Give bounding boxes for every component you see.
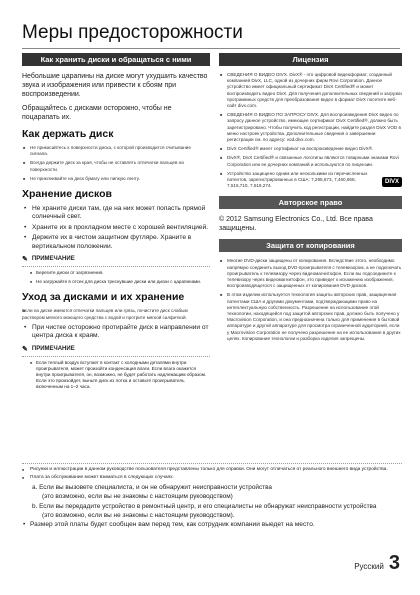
list-item: ■ Плата за обслуживание может взиматься в следующих случаях.: [22, 475, 402, 481]
footer-language: Русский: [354, 562, 384, 571]
option-item: a. Если вы вызовете специалиста, и он не обнаружит неисправности устройства: [32, 483, 272, 491]
care-heading: Уход за дисками и их хранение: [22, 291, 185, 304]
note-item: ■ Не загружайте в отсек для диска треснувшие диски или диски с царапинами.: [30, 279, 210, 285]
list-item: ■ СВЕДЕНИЯ О ВИДЕО DIVX. DivX® - это цифровой видеоформат, созданный компанией DivX, LLC, одной из дочерних фирм Rovi Corporation. Данное устройство имеет официальный сертификат DivX Certified® и может воспроизводить видео DivX. Для получения дополнительных сведений и загрузки программных средств для преобразования видео в формат DivX посетите веб-сайт divx.com.: [219, 72, 402, 109]
note-label: ПРИМЕЧАНИЕ: [31, 345, 75, 352]
hold-heading: Как держать диск: [22, 128, 114, 140]
protection-section-bar: Защита от копирования: [219, 239, 402, 252]
bottom-section: [22, 463, 402, 530]
option-item: b. Если вы передадите устройство в ремонтный центр, и его специалисты не обнаружат неисправности устройства: [32, 502, 377, 510]
divx-logo: DIVX: [382, 177, 402, 187]
note-divider: [22, 356, 210, 357]
list-item: ■ DivX Certified® имеет сертификат на воспроизведение видео DivX®.: [219, 146, 402, 152]
page-footer: [354, 552, 400, 575]
list-item: • При чистке осторожно протирайте диск в направлении от центра диска к краям.: [22, 324, 210, 341]
list-item: ■ Не приклеивайте на диск бумагу или липкую ленту.: [22, 176, 210, 182]
list-item: ■ Многие DVD-диски защищены от копирования. Вследствие этого, необходимо напрямую соединить выход DVD-проигрывателя с телевизором, а не подключать проигрыватель к телевизору через видеомагнитофон. Если вы подсоедините к телевизору через видеомагнитофон, это приведет к искажению изображения, воспроизводящегося с защищенных от копирования DVD-дисков.: [219, 258, 402, 289]
care-text: ■ Если на диске имеются отпечатки пальцев или грязь, почистите диск слабым раствором мягкого моющего средства с водой и протрите мягкой салфеткой.: [22, 308, 210, 320]
note-header: [22, 345, 210, 353]
copyright-text: © 2012 Samsung Electronics Co., Ltd. Все права защищены.: [219, 216, 373, 233]
list-item: • Не храните диски там, где на них может попасть прямой солнечный свет.: [22, 205, 210, 222]
list-item: ■ DivX®, DivX Certified® и связанные логотипы являются товарными знаками Rovi Corporation или ее дочерних компаний и используются по лицензии.: [219, 155, 402, 167]
license-section-bar: Лицензия: [219, 53, 402, 66]
option-subnote: (это возможно, если вы не знакомы с настоящим руководством): [42, 493, 233, 501]
list-item: • Храните их в прохладном месте с хорошей вентиляцией.: [22, 224, 210, 232]
storage-section-bar: Как хранить диски и обращаться с ними: [22, 53, 210, 66]
store-heading: Хранение дисков: [22, 188, 112, 201]
page-title: Меры предосторожности: [22, 22, 243, 43]
list-item: • Размер этой платы будет сообщен вам перед тем, как сотрудник компании выедет на место.: [22, 521, 402, 529]
note-item: ■ Берегите диски от загрязнения.: [30, 270, 210, 276]
pencil-icon: ✎: [22, 345, 28, 353]
list-item: ■ Рисунки и иллюстрации в данном руководстве пользователя представлены только для справки. Они могут отличаться от реального внешнего вида устройства.: [22, 467, 402, 473]
option-subnote: (это возможно, если вы не знакомы с настоящим руководством).: [42, 512, 235, 520]
right-column: [219, 53, 402, 345]
copyright-section-bar: Авторское право: [219, 196, 402, 209]
bottom-divider: [22, 463, 402, 464]
note-label: ПРИМЕЧАНИЕ: [31, 256, 75, 263]
list-item: ■ Всегда держите диск за края, чтобы не оставлять отпечатки пальцев на поверхности.: [22, 160, 210, 172]
left-column: [22, 53, 210, 394]
list-item: ■ Устройство защищено одним или несколькими из перечисленных патентов, зарегистрированных в США: 7,295,673, 7,460,668, 7,515,710, 7,519,274.: [219, 171, 378, 190]
pencil-icon: ✎: [22, 256, 28, 264]
note-header: [22, 255, 210, 263]
note-divider: [22, 266, 210, 267]
note-item: ■ Если теплый воздух вступает в контакт с холодными деталями внутри проигрывателя, может произойти конденсация влаги. Если влага окажется внутри проигрывателя, он, возможно, не будет работать надлежащим образом. Если это произойдет, выньте диск из лотка и оставьте проигрыватель включенным на 1–2 часа.: [30, 360, 210, 391]
list-item: ■ Не прикасайтесь к поверхности диска, с которой производится считывание сигнала.: [22, 145, 210, 157]
list-item: ■ СВЕДЕНИЯ О ВИДЕО ПО ЗАПРОСУ DIVX. Для воспроизведения DivX видео по запросу данное устройство, имеющее сертификат DivX Certified®, должно быть зарегистрировано. Чтобы получить код регистрации, найдите раздел DivX VOD в меню настроек устройства. Дополнительные сведения о завершении регистрации см. по адресу: vod.divx.com.: [219, 112, 402, 143]
patent-row: [219, 171, 402, 193]
title-divider: [22, 48, 400, 49]
page-number: 3: [388, 552, 400, 574]
intro-paragraph: Обращайтесь с дисками осторожно, чтобы не поцарапать их.: [22, 105, 172, 121]
intro-paragraph: Небольшие царапины на диске могут ухудшить качество звука и изображения или привести к сбоям при воспроизведении.: [22, 73, 208, 98]
list-item: • Держите их в чистом защитном футляре. Храните в вертикальном положении.: [22, 234, 210, 251]
list-item: ■ В этом изделии используется технология защиты авторских прав, защищенная патентами США и другими документами, подтверждающими право на интеллектуальную собственность. Разрешение на использование этой технологии, находящейся под защитой авторских прав, должно быть получено у Macrovision Corporation, и она предназначена только для применения в бытовой аппаратуре и другой аппаратуре для просмотра ограниченной аудиторией, если у Macrovision Corporation не получено разрешение на ее использование в других целях. Копирование технологии и разборка изделия запрещены.: [219, 292, 402, 342]
